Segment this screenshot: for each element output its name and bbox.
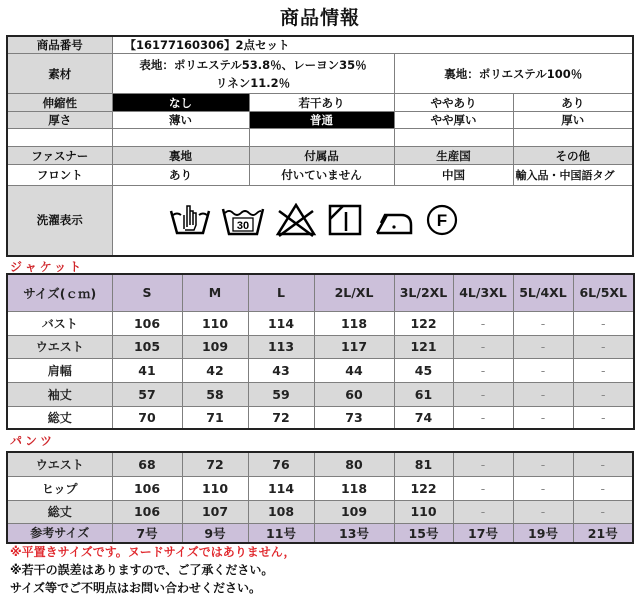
cell: - — [513, 382, 573, 406]
pants-section-label: パンツ — [10, 434, 56, 448]
stretch-option-yes: あり — [513, 94, 633, 112]
no-bleach-icon — [275, 203, 317, 237]
attr-header-lining: 裏地 — [112, 147, 249, 165]
empty-cell — [112, 129, 249, 147]
cell: 72 — [248, 406, 314, 429]
table-row — [7, 500, 633, 523]
attr-value-accessories: 付いていません — [249, 165, 394, 186]
stretch-label: 伸縮性 — [7, 94, 112, 112]
attributes-value-row — [7, 165, 633, 186]
table-row — [7, 311, 634, 335]
cell: 114 — [248, 476, 314, 500]
cell: 72 — [182, 452, 248, 476]
thickness-option-thick: 厚い — [513, 112, 633, 129]
cell: 70 — [112, 406, 182, 429]
cell: - — [453, 406, 513, 429]
size-header: 4L/3XL — [453, 274, 513, 311]
cell: - — [573, 382, 634, 406]
cell: 107 — [182, 500, 248, 523]
product-number-row — [7, 36, 633, 54]
cell: 68 — [112, 452, 182, 476]
cell: - — [573, 358, 634, 382]
product-number-value: 【16177160306】2点セット — [112, 36, 633, 54]
care-icons — [112, 186, 633, 256]
cell: 61 — [394, 382, 453, 406]
attr-value-other: 輸入品・中国語タグ — [513, 165, 633, 186]
stretch-row — [7, 94, 633, 112]
cell: 80 — [314, 452, 394, 476]
size-header: 6L/5XL — [573, 274, 634, 311]
cell: - — [453, 311, 513, 335]
product-info-table — [6, 35, 634, 257]
table-row — [7, 382, 634, 406]
cell: 110 — [182, 476, 248, 500]
drip-dry-shade-icon — [327, 203, 363, 237]
reference-size-row — [7, 523, 633, 543]
size-header: 2L/XL — [314, 274, 394, 311]
row-label: 参考サイズ — [7, 523, 112, 543]
cell: 114 — [248, 311, 314, 335]
wash-30-icon — [221, 203, 265, 237]
cell: - — [513, 358, 573, 382]
hand-wash-icon — [169, 203, 211, 237]
cell: 105 — [112, 335, 182, 358]
size-header: L — [248, 274, 314, 311]
cell: 19号 — [513, 523, 573, 543]
table-row — [7, 452, 633, 476]
cell: - — [513, 406, 573, 429]
cell: 122 — [394, 476, 453, 500]
cell: 58 — [182, 382, 248, 406]
material-outer-line2: リネン11.2％ — [215, 75, 291, 90]
cell: 74 — [394, 406, 453, 429]
cell: 122 — [394, 311, 453, 335]
cell: 73 — [314, 406, 394, 429]
row-label: ウエスト — [7, 452, 112, 476]
cell: - — [453, 382, 513, 406]
cell: 81 — [394, 452, 453, 476]
cell: 113 — [248, 335, 314, 358]
attr-value-fastener: フロント — [7, 165, 112, 186]
cell: - — [573, 452, 633, 476]
cell: 118 — [314, 476, 394, 500]
size-header: 3L/2XL — [394, 274, 453, 311]
cell: 117 — [314, 335, 394, 358]
product-number-label: 商品番号 — [7, 36, 112, 54]
cell: - — [573, 335, 634, 358]
cell: 41 — [112, 358, 182, 382]
cell: 108 — [248, 500, 314, 523]
cell: 59 — [248, 382, 314, 406]
table-row — [7, 358, 634, 382]
cell: 60 — [314, 382, 394, 406]
thickness-option-slightly-thick: やや厚い — [394, 112, 513, 129]
cell: 9号 — [182, 523, 248, 543]
thickness-option-thin: 薄い — [112, 112, 249, 129]
cell: 106 — [112, 311, 182, 335]
cell: - — [453, 476, 513, 500]
cell: - — [573, 476, 633, 500]
cell: - — [573, 406, 634, 429]
attr-value-lining: あり — [112, 165, 249, 186]
cell: 11号 — [248, 523, 314, 543]
size-header: M — [182, 274, 248, 311]
attr-header-country: 生産国 — [394, 147, 513, 165]
attr-header-accessories: 付属品 — [249, 147, 394, 165]
cell: 106 — [112, 500, 182, 523]
dry-clean-f-icon — [425, 203, 459, 237]
cell: 57 — [112, 382, 182, 406]
attr-header-fastener: ファスナー — [7, 147, 112, 165]
pants-size-table — [6, 451, 634, 544]
cell: 21号 — [573, 523, 633, 543]
cell: 110 — [394, 500, 453, 523]
stretch-option-none: なし — [112, 94, 249, 112]
note-inquiry: サイズ等でご不明点はお問い合わせください。 — [10, 581, 262, 595]
attr-header-other: その他 — [513, 147, 633, 165]
table-row — [7, 406, 634, 429]
cell: - — [453, 335, 513, 358]
size-header: S — [112, 274, 182, 311]
cell: 15号 — [394, 523, 453, 543]
row-label: 肩幅 — [7, 358, 112, 382]
empty-cell — [394, 129, 513, 147]
empty-cell — [249, 129, 394, 147]
cell: - — [573, 500, 633, 523]
material-outer-line1: 表地：ポリエステル53.8％、レーヨン35％ — [139, 57, 367, 72]
cell: - — [453, 452, 513, 476]
empty-cell — [7, 129, 112, 147]
material-outer — [112, 54, 394, 94]
cell: - — [513, 476, 573, 500]
thickness-row — [7, 112, 633, 129]
note-tolerance: ※若干の誤差はありますので、ご了承ください。 — [10, 563, 274, 577]
stretch-option-slight: 若干あり — [249, 94, 394, 112]
cell: - — [453, 500, 513, 523]
jacket-section-label: ジャケット — [10, 260, 85, 274]
table-row — [7, 476, 633, 500]
cell: 110 — [182, 311, 248, 335]
cell: 109 — [182, 335, 248, 358]
page-title: 商品情報 — [279, 7, 360, 29]
cell: 43 — [248, 358, 314, 382]
cell: 45 — [394, 358, 453, 382]
iron-low-icon — [373, 203, 415, 237]
care-label: 洗濯表示 — [7, 186, 112, 256]
cell: - — [573, 311, 634, 335]
cell: - — [513, 500, 573, 523]
cell: 121 — [394, 335, 453, 358]
care-row — [7, 186, 633, 256]
svg-text:30: 30 — [236, 220, 249, 233]
cell: 118 — [314, 311, 394, 335]
attributes-header-row — [7, 147, 633, 165]
cell: 44 — [314, 358, 394, 382]
cell: 109 — [314, 500, 394, 523]
cell: - — [513, 452, 573, 476]
row-label: 総丈 — [7, 406, 112, 429]
row-label: 総丈 — [7, 500, 112, 523]
cell: - — [513, 311, 573, 335]
attr-value-country: 中国 — [394, 165, 513, 186]
empty-cell — [513, 129, 633, 147]
cell: 7号 — [112, 523, 182, 543]
cell: - — [513, 335, 573, 358]
stretch-option-somewhat: ややあり — [394, 94, 513, 112]
row-label: ヒップ — [7, 476, 112, 500]
thickness-label: 厚さ — [7, 112, 112, 129]
cell: 17号 — [453, 523, 513, 543]
cell: 42 — [182, 358, 248, 382]
material-label: 素材 — [7, 54, 112, 94]
row-label: 袖丈 — [7, 382, 112, 406]
material-row — [7, 54, 633, 94]
cell: 76 — [248, 452, 314, 476]
table-row — [7, 335, 634, 358]
cell: 106 — [112, 476, 182, 500]
jacket-size-table — [6, 273, 635, 430]
row-label: ウエスト — [7, 335, 112, 358]
thickness-option-normal: 普通 — [249, 112, 394, 129]
cell: 13号 — [314, 523, 394, 543]
svg-text:F: F — [436, 211, 447, 231]
jacket-header-row — [7, 274, 634, 311]
material-lining: 裏地：ポリエステル100％ — [394, 54, 633, 94]
note-flat-measurement: ※平置きサイズです。ヌードサイズではありません， — [10, 545, 296, 559]
size-header-label: サイズ(ｃｍ) — [7, 274, 112, 311]
empty-row — [7, 129, 633, 147]
cell: 71 — [182, 406, 248, 429]
row-label: バスト — [7, 311, 112, 335]
size-header: 5L/4XL — [513, 274, 573, 311]
cell: - — [453, 358, 513, 382]
